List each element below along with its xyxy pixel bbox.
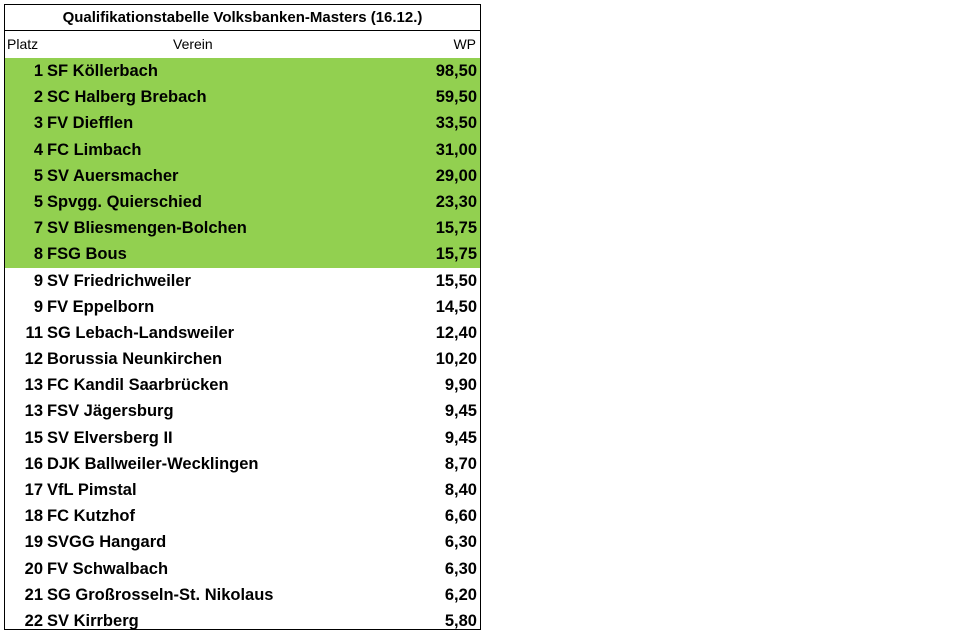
row-club: Spvgg. Quierschied (47, 192, 202, 211)
table-row (5, 372, 480, 398)
row-club: FC Kutzhof (47, 507, 135, 526)
row-rank: 8 (33, 245, 43, 264)
table-row (5, 346, 480, 372)
row-rank: 3 (33, 114, 43, 133)
table-row (5, 58, 480, 84)
row-rank: 1 (33, 62, 43, 80)
row-club: SV Bliesmengen-Bolchen (47, 219, 247, 238)
header-row (5, 31, 480, 57)
table-row (5, 137, 480, 163)
row-wp: 15,50 (435, 271, 477, 290)
table-row (5, 529, 480, 555)
row-wp: 6,30 (444, 559, 477, 578)
table-row (5, 556, 480, 582)
row-club: VfL Pimstal (47, 481, 137, 499)
row-rank: 11 (25, 323, 43, 342)
header-wp: WP (453, 36, 476, 52)
row-rank: 22 (24, 611, 43, 630)
row-club: SC Halberg Brebach (47, 88, 207, 107)
row-club: FV Eppelborn (47, 297, 155, 316)
table-row (5, 294, 480, 320)
row-rank: 13 (24, 376, 43, 395)
row-rank: 7 (33, 219, 43, 238)
row-wp: 33,50 (435, 114, 477, 133)
row-rank: 5 (33, 166, 43, 185)
row-rank: 12 (24, 350, 43, 369)
row-club: FSG Bous (47, 245, 127, 264)
row-rank: 2 (33, 88, 43, 107)
table-row (5, 582, 480, 608)
table-row (5, 268, 480, 294)
row-wp: 14,50 (435, 297, 477, 316)
row-club: SV Kirrberg (47, 611, 139, 630)
row-rank: 20 (24, 559, 43, 578)
row-rank: 9 (33, 297, 43, 316)
row-club: FC Kandil Saarbrücken (47, 376, 229, 395)
table-row (5, 241, 480, 267)
table-row (5, 110, 480, 136)
row-rank: 16 (24, 454, 43, 473)
table-row (5, 215, 480, 241)
table-row (5, 451, 480, 477)
row-wp: 8,70 (444, 454, 477, 473)
row-wp: 31,00 (435, 140, 477, 159)
table-row (5, 398, 480, 424)
row-wp: 6,30 (444, 533, 477, 552)
header-platz: Platz (7, 36, 39, 52)
row-rank: 5 (33, 192, 43, 211)
header-verein: Verein (173, 36, 213, 52)
row-club: FSV Jägersburg (47, 402, 174, 421)
row-club: SV Auersmacher (47, 166, 179, 185)
table-row (5, 425, 480, 451)
row-wp: 98,50 (435, 62, 477, 80)
table-title: Qualifikationstabelle Volksbanken-Masters (16.12.) (5, 5, 480, 31)
table-row (5, 189, 480, 215)
row-rank: 21 (24, 585, 43, 604)
row-wp: 6,60 (444, 507, 477, 526)
row-club: FV Schwalbach (47, 559, 169, 578)
row-wp: 9,45 (444, 402, 477, 421)
row-wp: 6,20 (444, 585, 477, 604)
row-club: SV Elversberg II (47, 428, 173, 447)
table-row (5, 477, 480, 503)
table-row (5, 608, 480, 634)
row-club: SG Großrosseln-St. Nikolaus (47, 585, 274, 604)
row-club: SVGG Hangard (47, 533, 167, 552)
row-wp: 59,50 (435, 88, 477, 107)
row-rank: 15 (24, 428, 43, 447)
row-club: FC Limbach (47, 140, 142, 159)
row-wp: 8,40 (444, 481, 477, 499)
table-row (5, 84, 480, 110)
row-wp: 10,20 (435, 350, 477, 369)
row-rank: 19 (24, 533, 43, 552)
row-wp: 15,75 (435, 219, 477, 238)
row-wp: 12,40 (435, 323, 477, 342)
table-row (5, 320, 480, 346)
row-club: DJK Ballweiler-Wecklingen (47, 454, 259, 473)
table-body (5, 58, 480, 634)
row-wp: 23,30 (435, 192, 477, 211)
row-club: SF Köllerbach (47, 62, 158, 80)
row-wp: 9,90 (444, 376, 477, 395)
row-wp: 9,45 (444, 428, 477, 447)
row-club: Borussia Neunkirchen (47, 350, 223, 369)
table-row (5, 503, 480, 529)
row-rank: 17 (24, 481, 43, 499)
row-rank: 9 (33, 271, 43, 290)
row-rank: 4 (33, 140, 43, 159)
row-wp: 29,00 (435, 166, 477, 185)
row-wp: 5,80 (444, 611, 477, 630)
standings-table (4, 4, 481, 630)
row-rank: 18 (24, 507, 43, 526)
row-club: SV Friedrichweiler (47, 271, 191, 290)
row-club: FV Diefflen (47, 114, 134, 133)
table-row (5, 163, 480, 189)
row-rank: 13 (24, 402, 43, 421)
row-wp: 15,75 (435, 245, 477, 264)
row-club: SG Lebach-Landsweiler (47, 323, 235, 342)
